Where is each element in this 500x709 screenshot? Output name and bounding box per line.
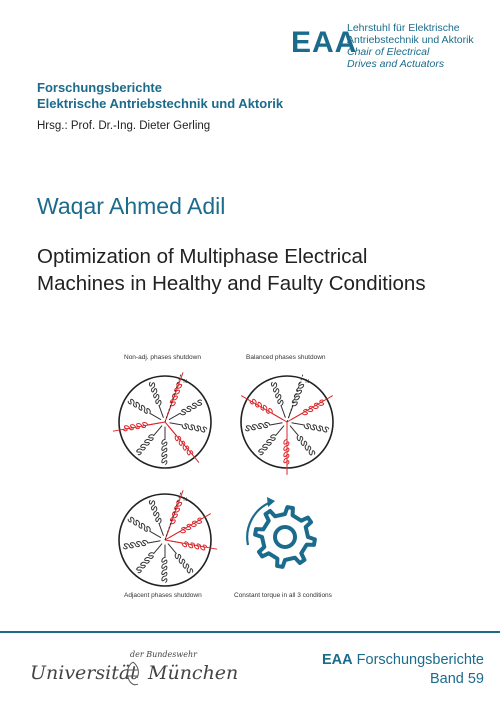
phase-coil	[291, 400, 324, 420]
chair-description	[347, 22, 474, 70]
phase-coil	[137, 544, 162, 573]
phase-coil	[149, 500, 163, 535]
phase-coil	[245, 422, 282, 430]
caption-adjacent: Adjacent phases shutdown	[124, 592, 202, 599]
series-volume-block	[322, 651, 484, 689]
series-prefix: EAA	[322, 652, 353, 668]
university-name-1: Universität	[30, 662, 138, 684]
phase-coil	[271, 382, 285, 417]
chair-en-line-1: Chair of Electrical	[347, 46, 430, 58]
phase-coil	[167, 500, 182, 536]
university-seal-icon	[122, 660, 144, 688]
chair-de-line-2: Antriebstechnik und Aktorik	[347, 34, 474, 46]
phase-coil	[123, 422, 160, 430]
phase-coil	[289, 382, 304, 418]
phase-coil	[290, 426, 315, 455]
author-name: Waqar Ahmed Adil	[37, 193, 226, 219]
cover-figure	[110, 352, 370, 602]
chair-de-line-1: Lehrstuhl für Elektrische	[347, 22, 460, 34]
caption-non-adjacent: Non-adj. phases shutdown	[124, 354, 201, 361]
phase-coil	[167, 382, 182, 418]
caption-balanced: Balanced phases shutdown	[246, 354, 326, 361]
phase-coil	[170, 423, 207, 432]
editor-line: Hrsg.: Prof. Dr.-Ing. Dieter Gerling	[37, 120, 211, 132]
phase-coil	[259, 426, 284, 455]
eaa-logo: EAA	[291, 26, 358, 59]
university-subtitle: der Bundeswehr	[130, 650, 197, 659]
phase-coil	[169, 518, 202, 538]
phase-coil	[149, 382, 163, 417]
neutral-label: N	[183, 378, 188, 385]
phase-coil	[162, 427, 167, 465]
neutral-label: N	[183, 496, 188, 503]
chair-en-line-2: Drives and Actuators	[347, 58, 445, 70]
caption-constant-torque: Constant torque in all 3 conditions	[234, 592, 332, 599]
gear-hub-icon	[275, 527, 295, 547]
series-line-1: Forschungsberichte	[37, 80, 162, 95]
winding-diagrams	[110, 352, 370, 602]
series-title	[37, 80, 283, 112]
phase-coil	[123, 540, 160, 548]
series-line-2: Elektrische Antriebstechnik und Aktorik	[37, 96, 284, 111]
title-line-1: Optimization of Multiphase Electrical	[37, 245, 368, 268]
arrowhead-icon	[267, 497, 275, 507]
volume-number: Band 59	[429, 671, 484, 687]
university-name-2: München	[148, 662, 239, 684]
phase-coil	[169, 400, 202, 420]
gear-icon	[255, 507, 315, 567]
phase-coil	[292, 423, 329, 432]
phase-coil	[137, 426, 162, 455]
series-label	[322, 651, 484, 670]
phase-coil	[170, 541, 207, 550]
phase-coil	[284, 427, 289, 465]
phase-coil	[168, 544, 193, 573]
phase-coil	[162, 545, 167, 583]
footer-divider	[0, 631, 500, 633]
book-title	[37, 243, 426, 297]
title-line-2: Machines in Healthy and Faulty Conditions	[37, 272, 426, 295]
series-name: Forschungsberichte	[356, 652, 484, 668]
neutral-label: N	[305, 378, 310, 385]
